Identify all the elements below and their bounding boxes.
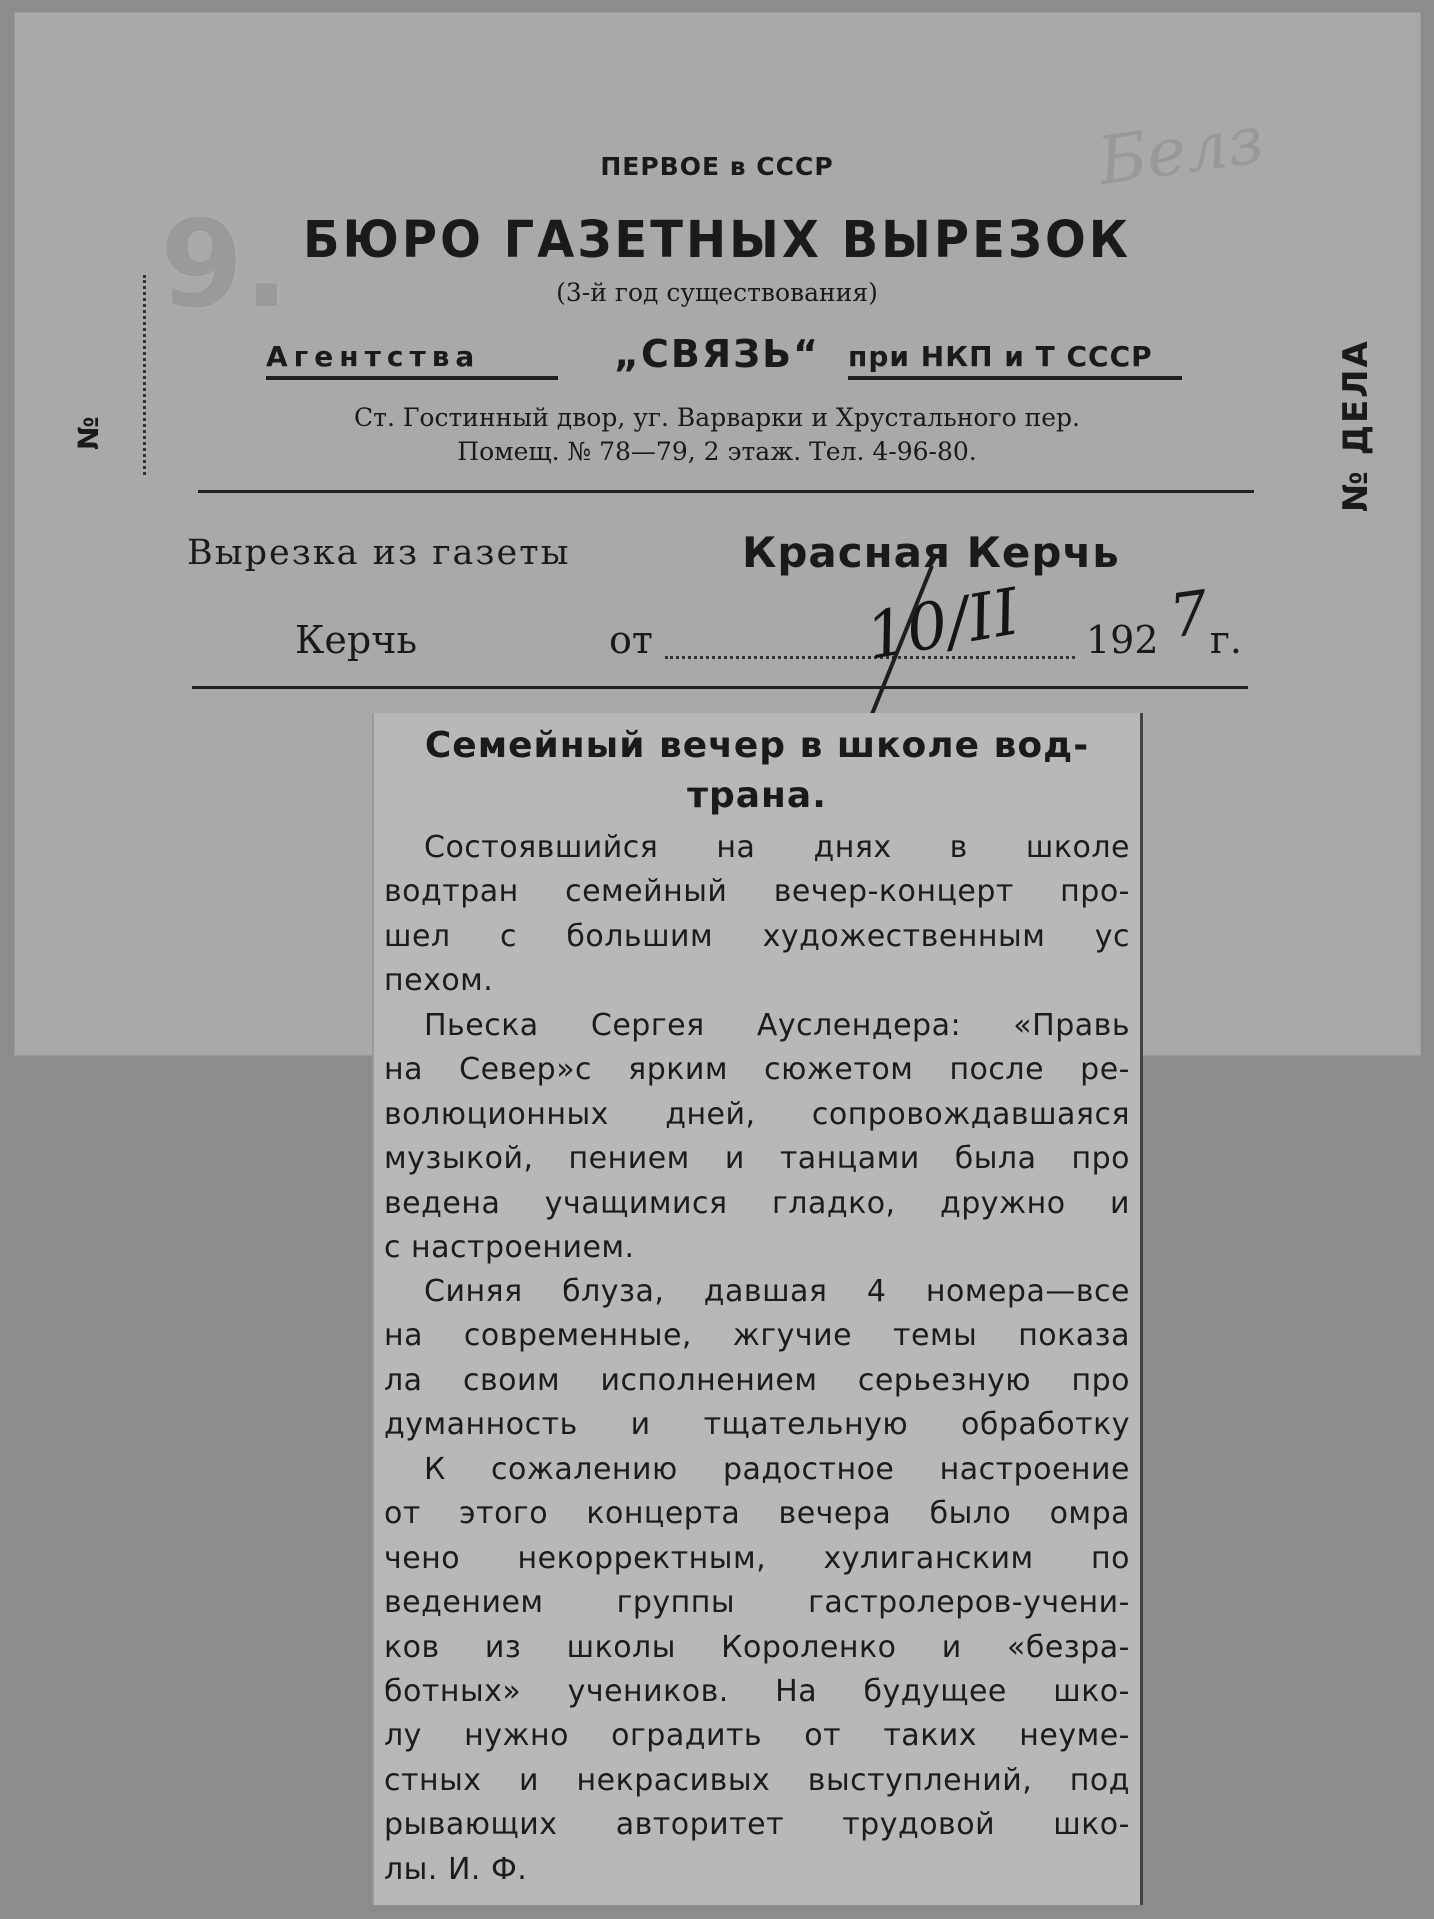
number-label-left: № bbox=[72, 416, 105, 450]
first-in-ussr: ПЕРВОЕ в СССР bbox=[600, 152, 834, 181]
handwritten-year: 7 bbox=[1165, 577, 1213, 653]
text-line: с настроением. bbox=[384, 1229, 635, 1265]
year-printed: 192 bbox=[1086, 618, 1159, 662]
text-line: пехом. bbox=[384, 963, 494, 999]
text-line: ла своим исполнением серьезную про bbox=[384, 1362, 1130, 1398]
form-divider bbox=[192, 686, 1248, 689]
text-line: рывающих авторитет трудовой шко- bbox=[384, 1807, 1130, 1843]
year-of-existence: (3-й год существования) bbox=[556, 278, 878, 307]
text-line: ведением группы гастролеров-учени- bbox=[384, 1585, 1130, 1621]
text-line: думанность и тщательную обработку bbox=[384, 1407, 1130, 1443]
from-label: от bbox=[609, 618, 653, 662]
text-line: музыкой, пением и танцами была про bbox=[384, 1141, 1130, 1177]
clipping-label: Вырезка из газеты bbox=[187, 533, 571, 573]
year-suffix: г. bbox=[1210, 618, 1242, 662]
article-paragraph-1 bbox=[384, 826, 1130, 1004]
article-title bbox=[374, 721, 1140, 821]
agency-name: „СВЯЗЬ“ bbox=[614, 332, 821, 376]
text-line: Состоявшийся на днях в школе bbox=[424, 830, 1130, 865]
text-line: водтран семейный вечер-концерт про- bbox=[384, 874, 1130, 910]
text-line: от этого концерта вечера было омра bbox=[384, 1496, 1130, 1532]
header-divider bbox=[198, 490, 1254, 493]
article-author: И. Ф. bbox=[447, 1851, 528, 1887]
text-line: ков из школы Короленко и «безра- bbox=[384, 1629, 1130, 1665]
article-paragraph-4 bbox=[384, 1448, 1130, 1892]
article-title-line-1: Семейный вечер в школе вод- bbox=[424, 725, 1090, 766]
text-line: чено некорректным, хулиганским по bbox=[384, 1540, 1130, 1576]
text-line: ботных» учеников. На будущее шко- bbox=[384, 1673, 1130, 1709]
bureau-title: БЮРО ГАЗЕТНЫХ ВЫРЕЗОК bbox=[302, 210, 1132, 270]
address-line-2: Помещ. № 78—79, 2 этаж. Тел. 4-96-80. bbox=[457, 437, 977, 466]
text-line: на современные, жгучие темы показа bbox=[384, 1318, 1130, 1354]
text-line: шел с большим художественным ус bbox=[384, 918, 1130, 954]
closing-line bbox=[384, 1848, 1130, 1892]
article-title-line-2: трана. bbox=[687, 775, 827, 816]
text-line: лу нужно оградить от таких неуме- bbox=[384, 1718, 1130, 1754]
article-paragraph-3 bbox=[384, 1270, 1130, 1448]
address-line-1: Ст. Гостинный двор, уг. Варварки и Хрустального пер. bbox=[354, 403, 1080, 432]
agency-suffix: при НКП и Т СССР bbox=[848, 340, 1153, 373]
text-line: К сожалению радостное настроение bbox=[424, 1452, 1130, 1487]
article-paragraph-2 bbox=[384, 1004, 1130, 1270]
stamp-number: 9. bbox=[160, 196, 290, 335]
case-number-label: № ДЕЛА bbox=[1336, 339, 1376, 512]
text-line: Пьеска Сергея Ауслендера: «Правь bbox=[424, 1008, 1130, 1043]
printed-year bbox=[1086, 618, 1159, 662]
signature: Белз bbox=[1093, 100, 1269, 201]
text-line: стных и некрасивых выступлений, под bbox=[384, 1762, 1130, 1798]
newspaper-name: Красная Керчь bbox=[742, 528, 1120, 577]
text-line: ведена учащимися гладко, дружно и bbox=[384, 1185, 1130, 1221]
text-line: Синяя блуза, давшая 4 номера—все bbox=[424, 1274, 1130, 1309]
newspaper-clipping bbox=[372, 713, 1143, 1905]
number-dotted-line bbox=[143, 275, 146, 475]
agency-suffix-underline bbox=[848, 376, 1182, 380]
text-line: на Север»с ярким сюжетом после ре- bbox=[384, 1052, 1130, 1088]
agency-underline bbox=[266, 376, 558, 380]
handwritten-date: 10/II bbox=[860, 575, 1025, 675]
city: Керчь bbox=[295, 618, 418, 662]
closing-text: лы. bbox=[384, 1851, 438, 1887]
text-line: волюционных дней, сопровождавшаяся bbox=[384, 1096, 1130, 1132]
agency-label: Агентства bbox=[266, 340, 481, 373]
